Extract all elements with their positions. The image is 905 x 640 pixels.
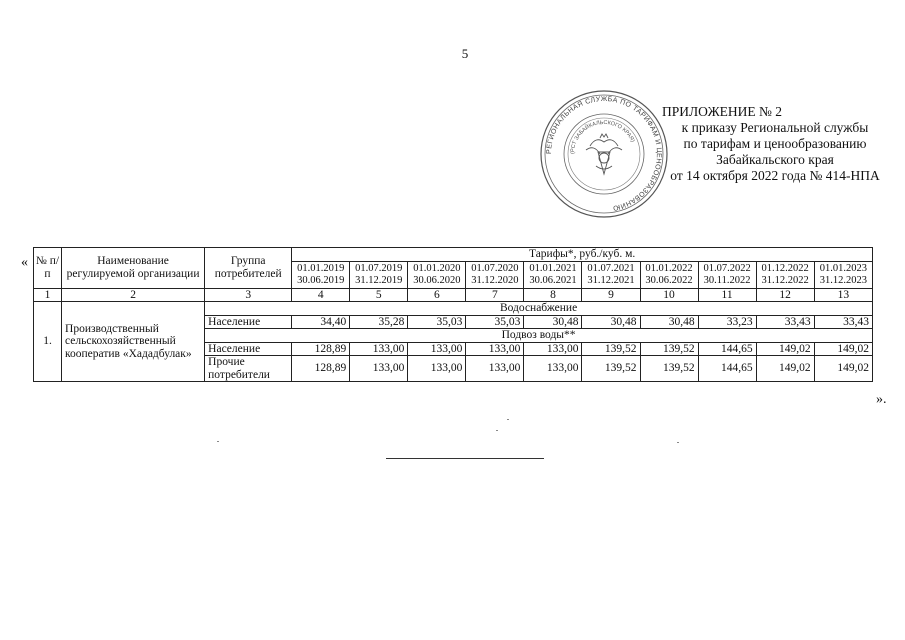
period-from: 01.01.2022 bbox=[645, 262, 693, 274]
appendix-line-4: Забайкальского края bbox=[716, 152, 834, 167]
tariff-value: 133,00 bbox=[350, 342, 408, 356]
column-number: 11 bbox=[698, 288, 756, 302]
period-from: 01.07.2022 bbox=[703, 262, 751, 274]
consumer-group: Население bbox=[205, 342, 292, 356]
column-number: 2 bbox=[62, 288, 205, 302]
header-row bbox=[34, 248, 873, 262]
period-to: 30.06.2019 bbox=[297, 274, 345, 286]
tariff-value: 30,48 bbox=[524, 315, 582, 329]
column-number: 1 bbox=[34, 288, 62, 302]
tariff-value: 35,03 bbox=[466, 315, 524, 329]
tariff-value: 139,52 bbox=[582, 342, 640, 356]
tariff-value: 33,23 bbox=[698, 315, 756, 329]
tariff-value: 33,43 bbox=[814, 315, 872, 329]
period-header bbox=[582, 261, 640, 288]
period-to: 31.12.2022 bbox=[761, 274, 809, 286]
period-to: 31.12.2020 bbox=[471, 274, 519, 286]
tariff-value: 128,89 bbox=[292, 342, 350, 356]
tariff-value: 133,00 bbox=[408, 342, 466, 356]
period-from: 01.07.2020 bbox=[471, 262, 519, 274]
column-number: 4 bbox=[292, 288, 350, 302]
period-header bbox=[350, 261, 408, 288]
tariff-value: 149,02 bbox=[756, 356, 814, 382]
header-tariffs: Тарифы*, руб./куб. м. bbox=[292, 248, 873, 262]
column-number: 3 bbox=[205, 288, 292, 302]
section-title: Водоснабжение bbox=[205, 302, 873, 316]
column-number: 5 bbox=[350, 288, 408, 302]
column-number: 13 bbox=[814, 288, 872, 302]
appendix-line-3: по тарифам и ценообразованию bbox=[683, 136, 867, 151]
tariff-table bbox=[33, 247, 873, 382]
period-to: 31.12.2023 bbox=[819, 274, 867, 286]
seal-outer-text: РЕГИОНАЛЬНАЯ СЛУЖБА ПО ТАРИФАМ И ЦЕНООБРАЗОВАНИЮ bbox=[545, 95, 663, 212]
header-group: Группа потребителей bbox=[205, 248, 292, 289]
tariff-value: 149,02 bbox=[814, 342, 872, 356]
period-header bbox=[640, 261, 698, 288]
column-number: 7 bbox=[466, 288, 524, 302]
period-header bbox=[524, 261, 582, 288]
consumer-group: Население bbox=[205, 315, 292, 329]
appendix-header bbox=[600, 104, 900, 184]
period-from: 01.01.2023 bbox=[819, 262, 867, 274]
tariff-value: 139,52 bbox=[582, 356, 640, 382]
tariff-value: 133,00 bbox=[524, 342, 582, 356]
seal-inner-text: (РСТ ЗАБАЙКАЛЬСКОГО КРАЯ) bbox=[569, 119, 636, 155]
period-to: 31.12.2019 bbox=[355, 274, 403, 286]
column-number: 6 bbox=[408, 288, 466, 302]
appendix-title: ПРИЛОЖЕНИЕ № 2 bbox=[662, 104, 783, 119]
tariff-value: 139,52 bbox=[640, 356, 698, 382]
column-number: 12 bbox=[756, 288, 814, 302]
appendix-line-2: к приказу Региональной службы bbox=[681, 120, 869, 135]
header-org: Наименование регулируемой организации bbox=[62, 248, 205, 289]
period-to: 31.12.2021 bbox=[587, 274, 635, 286]
consumer-group: Прочие потребители bbox=[205, 356, 292, 382]
period-header bbox=[408, 261, 466, 288]
tariff-value: 35,03 bbox=[408, 315, 466, 329]
page-number: 5 bbox=[461, 46, 469, 61]
scan-speck bbox=[217, 441, 219, 442]
period-header bbox=[756, 261, 814, 288]
tariff-value: 144,65 bbox=[698, 342, 756, 356]
tariff-value: 133,00 bbox=[524, 356, 582, 382]
period-to: 30.06.2022 bbox=[645, 274, 693, 286]
row-number: 1. bbox=[34, 302, 62, 382]
period-header bbox=[814, 261, 872, 288]
column-number: 10 bbox=[640, 288, 698, 302]
period-from: 01.01.2019 bbox=[297, 262, 345, 274]
period-from: 01.01.2020 bbox=[413, 262, 461, 274]
tariff-value: 133,00 bbox=[350, 356, 408, 382]
scan-speck bbox=[496, 430, 498, 431]
section-row bbox=[34, 302, 873, 316]
appendix-line-5: от 14 октября 2022 года № 414-НПА bbox=[670, 168, 880, 183]
tariff-value: 35,28 bbox=[350, 315, 408, 329]
period-from: 01.01.2021 bbox=[529, 262, 577, 274]
organization-name: Производственный сельскохозяйственный кооператив «Хададбулак» bbox=[62, 302, 205, 382]
period-header bbox=[698, 261, 756, 288]
period-to: 30.06.2021 bbox=[529, 274, 577, 286]
tariff-value: 133,00 bbox=[466, 356, 524, 382]
section-title: Подвоз воды** bbox=[205, 329, 873, 343]
period-header bbox=[292, 261, 350, 288]
header-num: № п/п bbox=[34, 248, 62, 289]
period-to: 30.11.2022 bbox=[703, 274, 751, 286]
closing-rule bbox=[386, 458, 544, 459]
scan-speck bbox=[507, 419, 509, 420]
tariff-value: 144,65 bbox=[698, 356, 756, 382]
tariff-value: 30,48 bbox=[582, 315, 640, 329]
period-header bbox=[466, 261, 524, 288]
tariff-value: 133,00 bbox=[466, 342, 524, 356]
tariff-value: 34,40 bbox=[292, 315, 350, 329]
opening-quote: « bbox=[21, 255, 28, 270]
tariff-value: 133,00 bbox=[408, 356, 466, 382]
column-number: 9 bbox=[582, 288, 640, 302]
period-from: 01.07.2021 bbox=[587, 262, 635, 274]
scan-speck bbox=[677, 442, 679, 443]
tariff-value: 33,43 bbox=[756, 315, 814, 329]
column-number-row bbox=[34, 288, 873, 302]
tariff-value: 30,48 bbox=[640, 315, 698, 329]
period-from: 01.12.2022 bbox=[761, 262, 809, 274]
tariff-value: 149,02 bbox=[756, 342, 814, 356]
column-number: 8 bbox=[524, 288, 582, 302]
tariff-value: 139,52 bbox=[640, 342, 698, 356]
tariff-value: 149,02 bbox=[814, 356, 872, 382]
closing-quote: ». bbox=[876, 392, 887, 407]
period-to: 30.06.2020 bbox=[413, 274, 461, 286]
period-from: 01.07.2019 bbox=[355, 262, 403, 274]
tariff-value: 128,89 bbox=[292, 356, 350, 382]
